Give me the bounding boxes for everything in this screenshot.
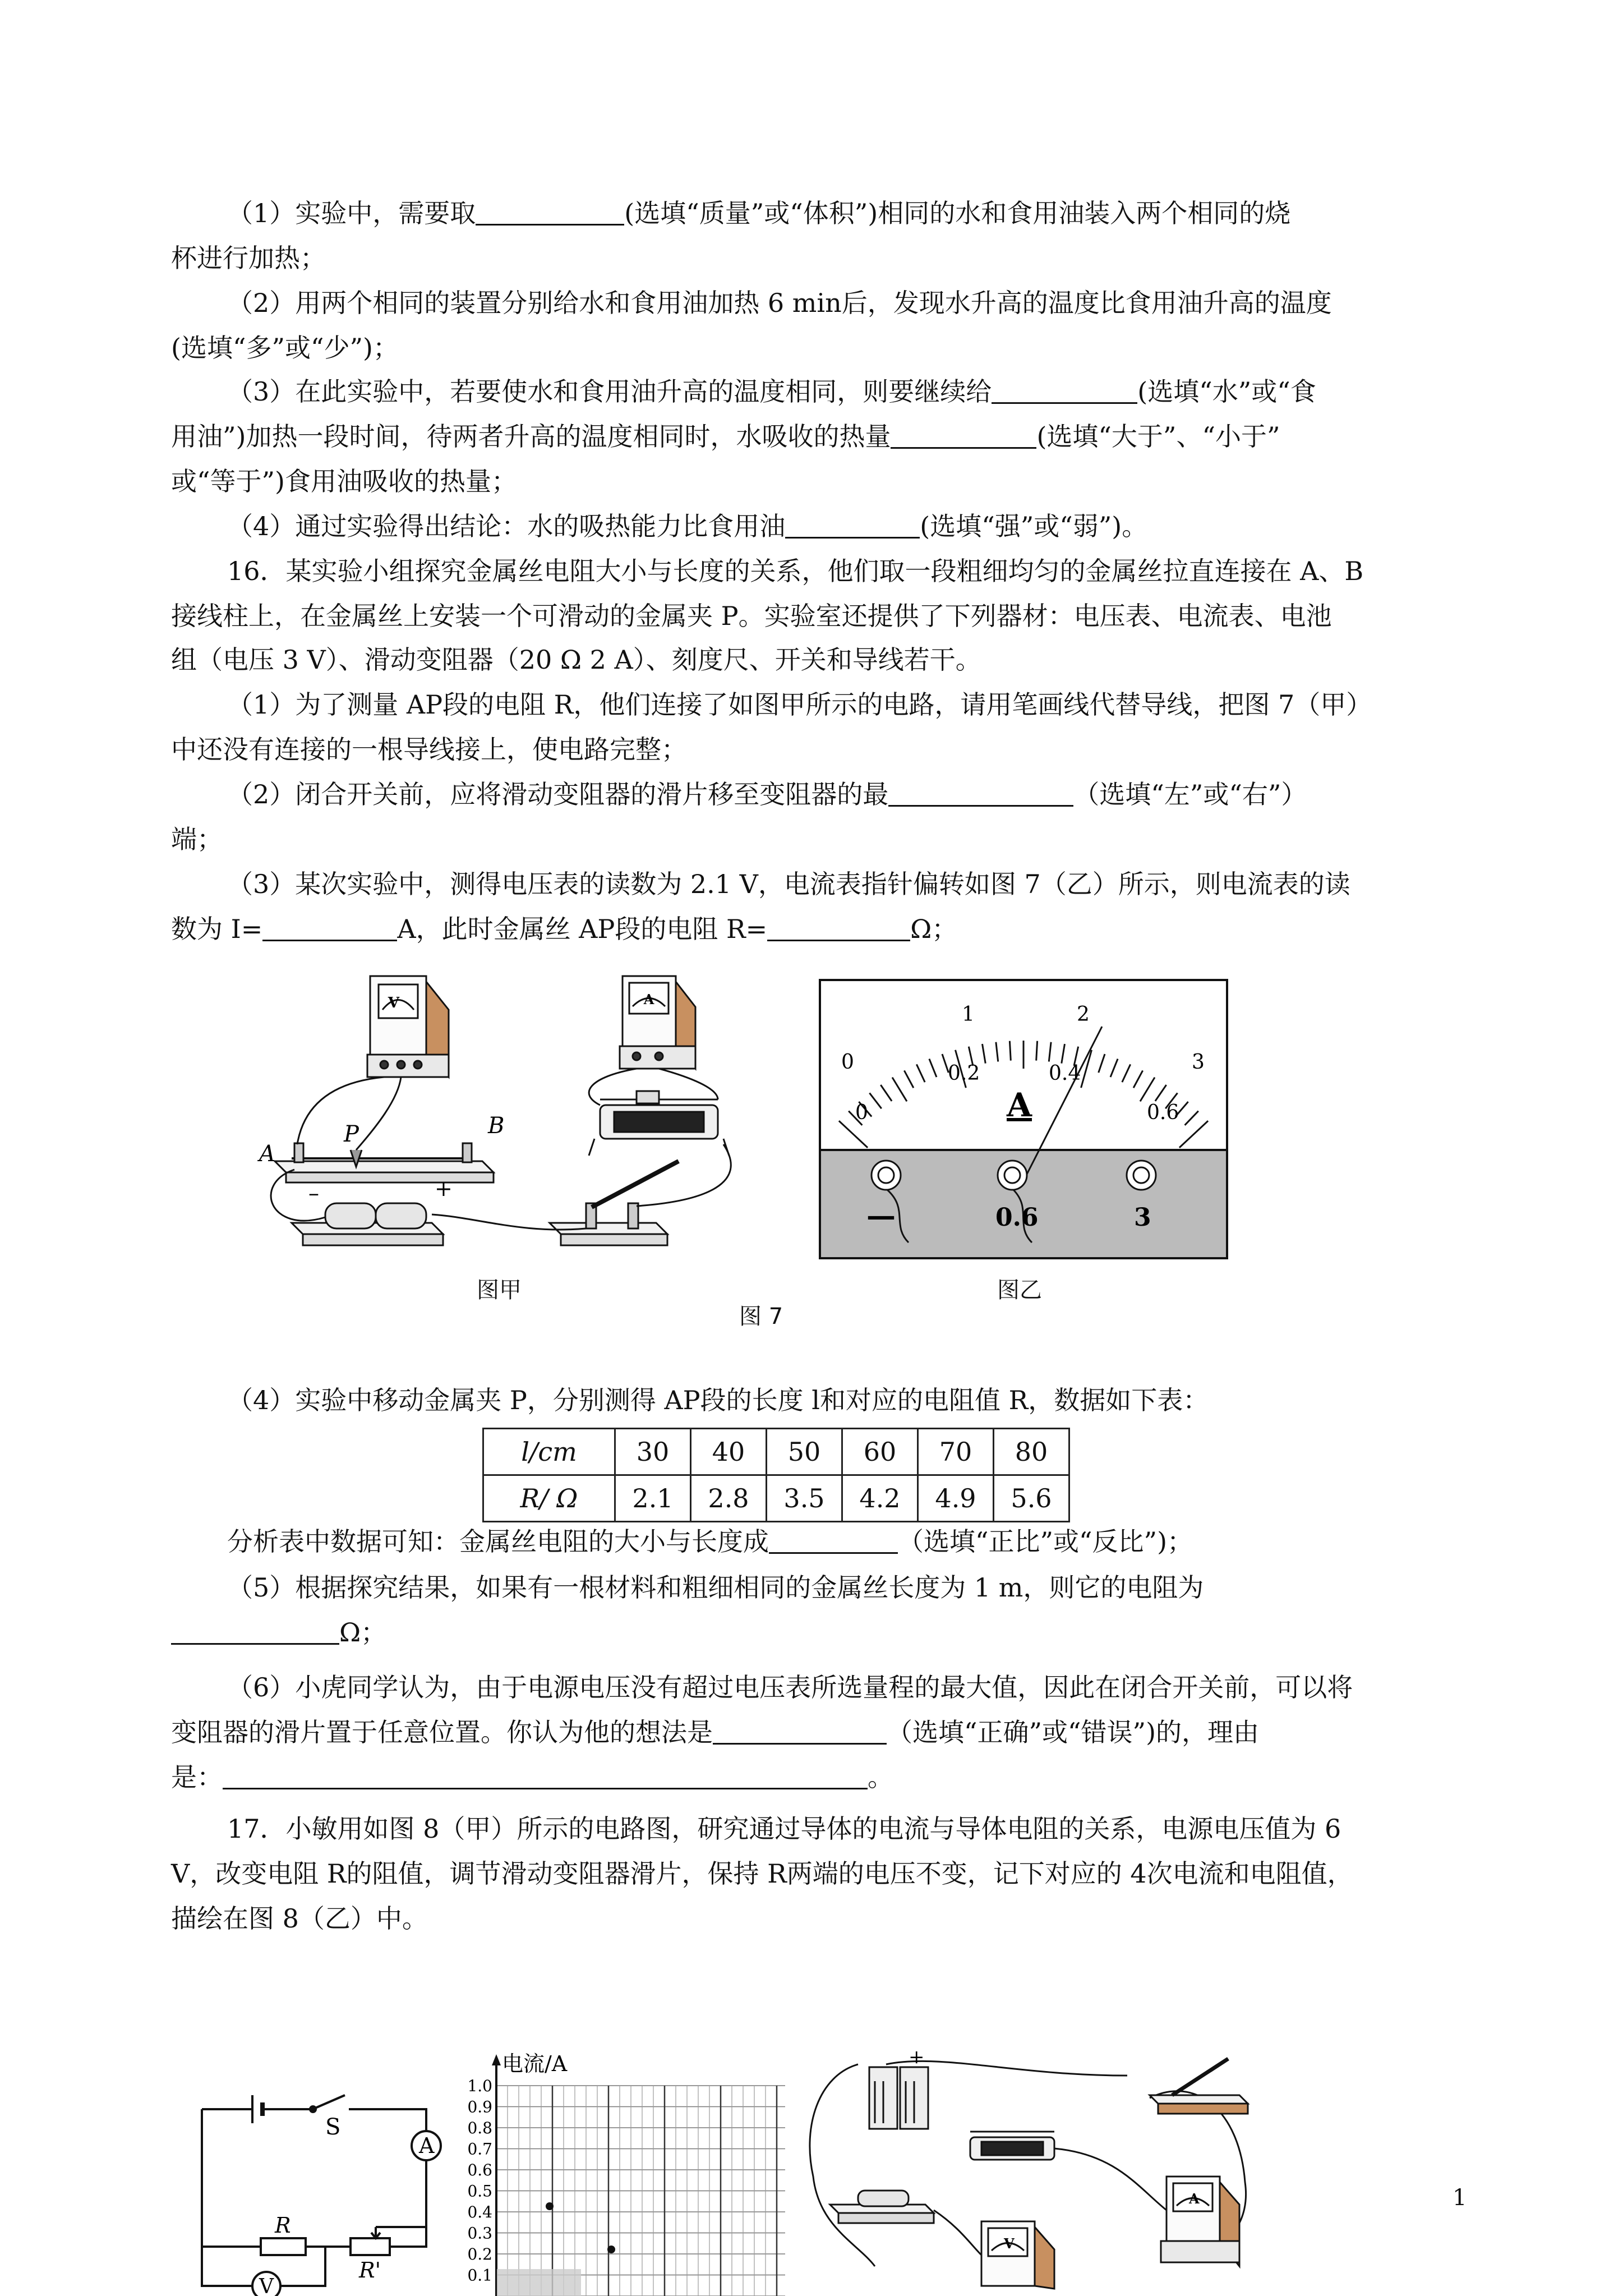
label-b: B: [488, 1113, 505, 1139]
figure-7a-circuit: [241, 965, 813, 1285]
fig-label-a: 图甲: [477, 1277, 522, 1303]
q16-part5-cont: Ω；: [171, 1616, 386, 1649]
q16-part6: （6）小虎同学认为，由于电源电压没有超过电压表所选量程的最大值，因此在闭合开关前，可以将: [227, 1672, 1353, 1703]
resistor-label: R: [275, 2213, 291, 2238]
q16-part6-cont2: 是： 。: [171, 1762, 893, 1792]
ytick-label: 0.7: [467, 2139, 492, 2159]
q16-part3: （3）某次实验中，测得电压表的读数为 2.1 V，电流表指针偏转如图 7（乙）所示，则电流表的读: [227, 869, 1350, 899]
voltmeter-symbol: V: [259, 2275, 274, 2296]
scale-top-3: 3: [1192, 1051, 1205, 1074]
ytick-label: 0.5: [467, 2182, 492, 2201]
table-cell: 50: [767, 1429, 842, 1475]
figure-7b-ammeter: [819, 979, 1228, 1259]
q16-part1-cont: 中还没有连接的一根导线接上，使电路完整；: [171, 734, 687, 765]
voltmeter-icon: [981, 2221, 1054, 2289]
terminal-minus: —: [866, 1199, 896, 1233]
battery-icon: [869, 2067, 928, 2129]
scale-bottom-1: 0.2: [948, 1062, 980, 1085]
q15-part2-cont: (选填“多”或“少”)；: [171, 333, 399, 363]
ammeter-symbol: A: [419, 2133, 435, 2158]
voltmeter-symbol: V: [388, 995, 400, 1011]
label-a: A: [259, 1141, 275, 1167]
figure-8a-schematic: [191, 2076, 449, 2296]
answer-blank[interactable]: [769, 1527, 898, 1554]
wire-board: [275, 1143, 494, 1182]
answer-blank[interactable]: [262, 915, 397, 941]
q15-part3-cont2: 或“等于”)食用油吸收的热量；: [171, 466, 517, 496]
answer-blank[interactable]: [171, 1618, 339, 1645]
terminal-3: 3: [1134, 1203, 1151, 1232]
scale-tick: [1036, 1041, 1038, 1061]
battery-plus: +: [909, 2046, 925, 2068]
q16-part4: （4）实验中移动金属夹 P，分别测得 AP段的长度 l和对应的电阻值 R，数据如下表：: [227, 1385, 1209, 1415]
ytick-label: 0.6: [467, 2161, 492, 2179]
fig-label-b: 图乙: [997, 1277, 1042, 1303]
table-head-resistance: R/ Ω: [483, 1475, 615, 1522]
q15-part3: （3）在此实验中，若要使水和食用油升高的温度相同，则要继续给 (选填“水”或“食: [227, 376, 1316, 407]
rheostat-icon: [589, 1091, 729, 1156]
figure-8b-graph: [449, 2047, 785, 2296]
switch-label: S: [325, 2114, 341, 2140]
ytick-label: 0.2: [467, 2245, 492, 2263]
q16-part2-cont: 端；: [171, 824, 223, 854]
rheostat-icon: [970, 2132, 1054, 2160]
q15-part1-cont: 杯进行加热；: [171, 243, 326, 273]
answer-blank[interactable]: [785, 512, 920, 539]
scale-top-0: 0: [841, 1051, 854, 1074]
rheostat-label: R': [359, 2258, 381, 2283]
switch-icon: [1150, 2059, 1248, 2114]
ytick-label: 0.9: [467, 2097, 492, 2116]
data-point: [607, 2246, 615, 2253]
q15-part4: （4）通过实验得出结论：水的吸热能力比食用油 (选填“强”或“弱”)。: [227, 511, 1148, 541]
figure-8c-circuit: [802, 2042, 1284, 2296]
scale-tick: [1009, 1041, 1011, 1061]
q15-part1: （1）实验中，需要取 (选填“质量”或“体积”)相同的水和食用油装入两个相同的烧: [227, 198, 1291, 228]
q16-intro-3: 组（电压 3 V）、滑动变阻器（20 Ω 2 A）、刻度尺、开关和导线若干。: [171, 645, 981, 675]
figure-7-title: 图 7: [739, 1304, 783, 1329]
table-cell: 3.5: [767, 1475, 842, 1522]
table-cell: 30: [615, 1429, 691, 1475]
q16-part2: （2）闭合开关前，应将滑动变阻器的滑片移至变阻器的最 （选填“左”或“右”）: [227, 779, 1307, 809]
data-point: [546, 2202, 554, 2210]
answer-blank[interactable]: [992, 378, 1137, 404]
resistor-icon: [830, 2191, 934, 2223]
table-cell: 4.2: [842, 1475, 918, 1522]
battery-plus: +: [435, 1176, 453, 1201]
ytick-label: 0.8: [467, 2119, 492, 2137]
q16-part3-cont: 数为 I= A，此时金属丝 AP段的电阻 R= Ω；: [171, 914, 958, 944]
shaded-area: [497, 2269, 581, 2296]
table-cell: 70: [918, 1429, 994, 1475]
data-table: [482, 1428, 1070, 1522]
ytick-label: 0.4: [467, 2203, 492, 2221]
scale-top-1: 1: [962, 1003, 975, 1026]
ytick-label: 0.1: [467, 2266, 492, 2285]
q17-line-3: 描绘在图 8（乙）中。: [171, 1903, 428, 1934]
terminal-0-6: 0.6: [995, 1203, 1039, 1232]
ammeter-symbol: A: [1189, 2191, 1200, 2207]
table-cell: 40: [691, 1429, 767, 1475]
table-cell: 60: [842, 1429, 918, 1475]
table-row: [483, 1429, 1069, 1475]
answer-blank[interactable]: [888, 780, 1073, 807]
q15-part2: （2）用两个相同的装置分别给水和食用油加热 6 min后，发现水升高的温度比食用油升高的温度: [227, 288, 1332, 318]
ammeter-icon: [620, 976, 695, 1069]
graph-yticks: [467, 2077, 492, 2285]
q17-line-1: 17．小敏用如图 8（甲）所示的电路图，研究通过导体的电流与导体电阻的关系，电源电压值为 6: [227, 1814, 1341, 1844]
ammeter-unit: A: [1007, 1086, 1032, 1124]
table-cell: 5.6: [994, 1475, 1069, 1522]
battery-icon: [292, 1203, 443, 1245]
table-cell: 2.8: [691, 1475, 767, 1522]
ammeter-symbol: A: [643, 991, 654, 1007]
ytick-label: 1.0: [467, 2077, 492, 2095]
ytick-label: 0.3: [467, 2224, 492, 2243]
scale-bottom-2: 0.4: [1049, 1062, 1081, 1085]
ammeter-icon: [1161, 2177, 1239, 2266]
table-cell: 80: [994, 1429, 1069, 1475]
q16-part6-cont: 变阻器的滑片置于任意位置。你认为他的想法是 （选填“正确”或“错误”)的，理由: [171, 1717, 1260, 1747]
q15-part3-cont: 用油”)加热一段时间，待两者升高的温度相同时，水吸收的热量 (选填“大于”、“小于”: [171, 421, 1280, 452]
table-cell: 4.9: [918, 1475, 994, 1522]
scale-bottom-0: 0: [855, 1101, 868, 1124]
q16-analysis: 分析表中数据可知：金属丝电阻的大小与长度成 （选填“正比”或“反比”)；: [227, 1526, 1193, 1557]
answer-blank[interactable]: [223, 1763, 868, 1789]
answer-blank[interactable]: [476, 199, 624, 226]
q16-part1: （1）为了测量 AP段的电阻 R，他们连接了如图甲所示的电路，请用笔画线代替导线，把图 7（甲）: [227, 689, 1372, 720]
table-cell: 2.1: [615, 1475, 691, 1522]
q16-intro-1: 16．某实验小组探究金属丝电阻大小与长度的关系，他们取一段粗细均匀的金属丝拉直连接在 A、B: [227, 556, 1364, 586]
answer-blank[interactable]: [767, 915, 910, 941]
answer-blank[interactable]: [713, 1718, 887, 1745]
q16-part5: （5）根据探究结果，如果有一根材料和粗细相同的金属丝长度为 1 m，则它的电阻为: [227, 1572, 1204, 1603]
page-number: 1: [1453, 2185, 1467, 2211]
table-head-length: l/cm: [483, 1429, 615, 1475]
graph-grid: [496, 2086, 785, 2296]
voltmeter-icon: [367, 976, 449, 1077]
q17-line-2: V，改变电阻 R的阻值，调节滑动变阻器滑片，保持 R两端的电压不变，记下对应的 4次电流和电阻值，: [171, 1858, 1353, 1889]
scale-bottom-3: 0.6: [1147, 1101, 1179, 1124]
label-p: P: [344, 1121, 359, 1147]
battery-minus: –: [308, 1181, 319, 1205]
q16-intro-2: 接线柱上，在金属丝上安装一个可滑动的金属夹 P。实验室还提供了下列器材：电压表、电流表、电池: [171, 601, 1332, 631]
table-row: [483, 1475, 1069, 1522]
scale-top-2: 2: [1077, 1003, 1090, 1026]
graph-ylabel: 电流/A: [502, 2051, 568, 2076]
voltmeter-symbol: V: [1004, 2235, 1015, 2252]
answer-blank[interactable]: [891, 422, 1036, 449]
